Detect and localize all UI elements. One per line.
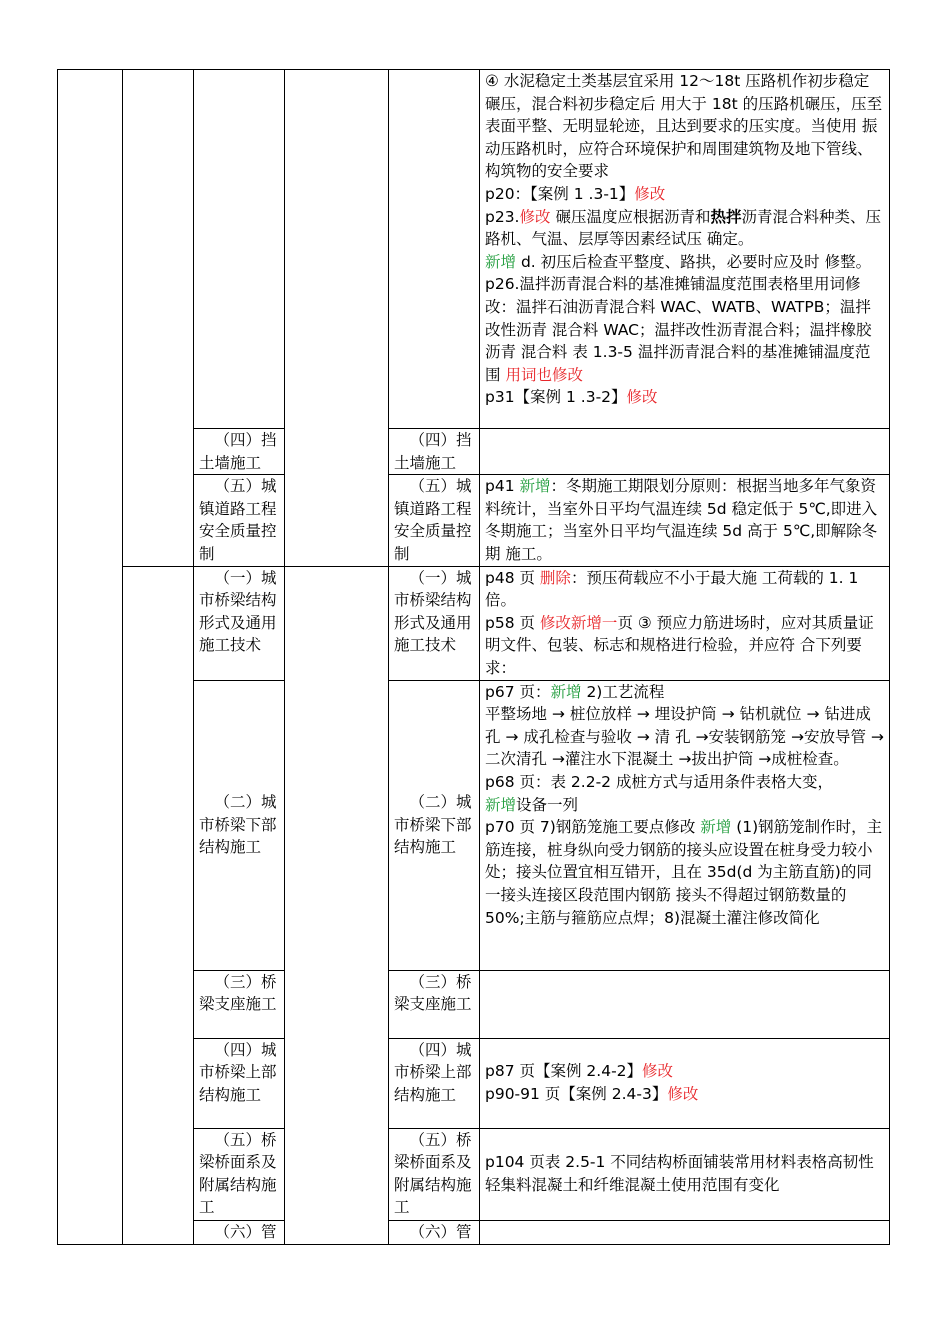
p87-text: p87 页【案例 2.4-2】	[485, 1062, 643, 1081]
table-row	[58, 70, 890, 429]
table-row	[58, 566, 890, 680]
p31-line	[485, 386, 884, 409]
p68-new-tag: 新增	[485, 795, 517, 814]
p48-delete-tag: 删除	[539, 568, 571, 587]
col3-retaining-wall: （四）挡土墙施工	[194, 429, 285, 475]
content-table	[57, 69, 890, 1245]
p58-text: 页 ③ 预应力筋进场时，应对其质量证明文件、包装、标志和规格进行检验，并应符 合下列要求：	[485, 613, 874, 677]
p23-modify-tag: 修改	[519, 207, 551, 226]
p70-prefix: p70 页 7)钢筋笼施工要点修改	[485, 818, 701, 837]
p48-line	[485, 567, 884, 612]
p26-modify-tag: 用词也修改	[500, 365, 583, 384]
col5-deck-system: （五）桥梁桥面系及附属结构施工	[389, 1128, 480, 1220]
p23-text-2: 沥青混合料种类、压路机、气温、层厚等因素经试压 确定。	[485, 207, 881, 249]
p48-text: ：预压荷载应不小于最大施 工荷载的 1. 1 倍。	[485, 568, 859, 610]
p23-bold: 热拌	[710, 207, 742, 226]
p41-text: ：冬期施工期限划分原则：根据当地多年气象资料统计，当室外日平均气温连续 5d 稳定低于 5℃,即进入冬期施工；当室外日平均气温连续 5d 高于 5℃,即解除冬期 施工。	[485, 477, 878, 563]
col3-bridge-substructure: （二）城市桥梁下部结构施工	[194, 680, 285, 970]
p20-line	[485, 183, 884, 206]
p23-text-1: 碾压温度应根据沥青和	[550, 207, 711, 226]
content-cell-substructure	[480, 680, 890, 970]
content-cell-empty	[480, 429, 890, 475]
col4-section2-title	[285, 566, 389, 1244]
p23-text-3: d. 初压后检查平整度、路拱，必要时应及时 修整。	[516, 252, 872, 271]
p67-prefix: p67 页：	[485, 682, 551, 701]
p67-text: 2)工艺流程	[581, 682, 665, 701]
col3-superstructure: （四）城市桥梁上部结构施工	[194, 1038, 285, 1128]
col5-road-safety: （五）城镇道路工程安全质量控制	[389, 475, 480, 566]
p31-modify-tag: 修改	[626, 388, 658, 407]
p90-line	[485, 1083, 884, 1106]
p70-line	[485, 816, 884, 929]
p90-text: p90-91 页【案例 2.4-3】	[485, 1085, 668, 1104]
col2-cell-section1	[123, 70, 194, 567]
col2-section2-title	[123, 566, 194, 1244]
col5-superstructure: （四）城市桥梁上部结构施工	[389, 1038, 480, 1128]
p68-rest: 设备一列	[516, 795, 579, 814]
p41-prefix: p41	[485, 477, 520, 496]
col5-bearing: （三）桥梁支座施工	[389, 970, 480, 1038]
p23-line	[485, 206, 884, 274]
col3-deck-system: （五）桥梁桥面系及附属结构施工	[194, 1128, 285, 1220]
col5-pipe: （六）管	[389, 1220, 480, 1244]
p67-line	[485, 681, 884, 704]
col1-cell	[58, 70, 123, 1245]
p20-text: p20：【案例 1 .3-1】	[485, 184, 635, 203]
p67-new-tag: 新增	[550, 682, 582, 701]
p68-line	[485, 771, 884, 816]
p70-new-tag: 新增	[700, 818, 732, 837]
p58-modify-tag: 修改新增一	[539, 613, 618, 632]
col5-retaining-wall: （四）挡土墙施工	[389, 429, 480, 475]
content-cell-bridge-structure	[480, 566, 890, 680]
p68-text: p68 页：表 2.2-2 成桩方式与适用条件表格大变，	[485, 772, 833, 791]
p48-prefix: p48 页	[485, 568, 540, 587]
p90-modify-tag: 修改	[667, 1085, 699, 1104]
col3-road-safety: （五）城镇道路工程安全质量控制	[194, 475, 285, 566]
p23-new-tag: 新增	[485, 252, 517, 271]
col4-cell-section1	[285, 70, 389, 567]
p26-text: p26.温拌沥青混合料的基准摊铺温度范围表格里用词修改：温拌石油沥青混合料 WAC、WATB、WATPB；温拌改性沥青 混合料 WAC；温拌改性沥青混合料；温拌橡胶沥青 混合料 表 1.3-5 温拌沥青混合料的基准摊铺温度范围	[485, 275, 872, 384]
col3-bridge-structure: （一）城市桥梁结构形式及通用施工技术	[194, 566, 285, 680]
col3-bearing: （三）桥梁支座施工	[194, 970, 285, 1038]
content-cell-winter	[480, 475, 890, 566]
process-flow: 平整场地 → 桩位放样 → 埋设护筒 → 钻机就位 → 钻进成孔 → 成孔检查与验收 → 清 孔 →安装钢筋笼 →安放导管 →二次清孔 →灌注水下混凝土 →拔出护筒 →成桩检查。	[485, 705, 884, 769]
content-cell-superstructure	[480, 1038, 890, 1128]
p58-line	[485, 612, 884, 680]
content-cell-empty	[480, 970, 890, 1038]
roller-paragraph: ④ 水泥稳定土类基层宜采用 12～18t 压路机作初步稳定碾压，混合料初步稳定后 用大于 18t 的压路机碾压，压至表面平整、无明显轮迹，且达到要求的压实度。当使用 振动压路机时，应符合环境保护和周围建筑物及地下管线、构筑物的安全要求	[485, 72, 883, 181]
p87-modify-tag: 修改	[642, 1062, 674, 1081]
p58-prefix: p58 页	[485, 613, 540, 632]
col5-bridge-substructure: （二）城市桥梁下部结构施工	[389, 680, 480, 970]
content-cell-roller	[480, 70, 890, 429]
p20-modify-tag: 修改	[634, 184, 666, 203]
col3-cell	[194, 70, 285, 429]
p26-line	[485, 273, 884, 386]
p70-text: (1)钢筋笼制作时，主筋连接，桩身纵向受力钢筋的接头应设置在桩身受力较小 处；接头位置宜相互错开，且在 35d(d 为主筋直筋)的同一接头连接区段范围内钢筋 接头不得超过钢筋数量的 50%;主筋与箍筋应点焊；8)混凝土灌注修改简化	[485, 818, 883, 927]
p87-line	[485, 1060, 884, 1083]
col5-cell	[389, 70, 480, 429]
content-cell-deck: p104 页表 2.5-1 不同结构桥面铺装常用材料表格高韧性轻集料混凝土和纤维混凝土使用范围有变化	[480, 1128, 890, 1220]
p23-prefix: p23.	[485, 207, 520, 226]
col5-bridge-structure: （一）城市桥梁结构形式及通用施工技术	[389, 566, 480, 680]
p31-text: p31【案例 1 .3-2】	[485, 388, 627, 407]
col3-pipe: （六）管	[194, 1220, 285, 1244]
p41-new-tag: 新增	[519, 477, 551, 496]
content-cell-empty	[480, 1220, 890, 1244]
